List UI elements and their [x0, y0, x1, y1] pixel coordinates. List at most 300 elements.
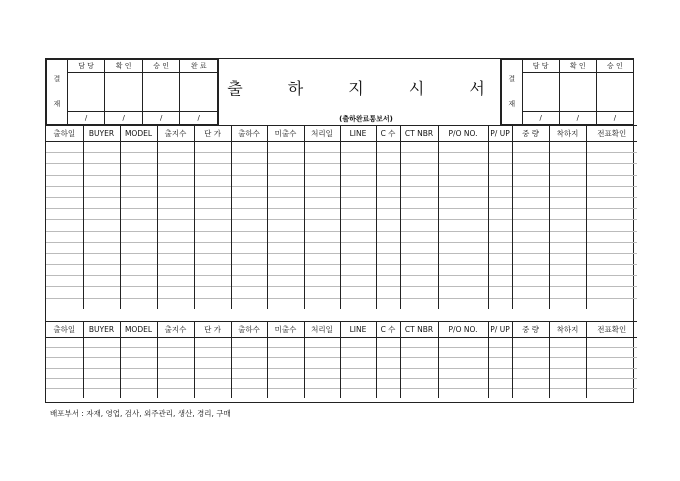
table-cell[interactable]: [549, 231, 586, 242]
table-cell[interactable]: [488, 164, 512, 175]
table-cell[interactable]: [157, 231, 194, 242]
table-cell[interactable]: [83, 220, 120, 231]
table-cell[interactable]: [46, 220, 83, 231]
table-cell[interactable]: [340, 358, 376, 368]
table-cell[interactable]: [400, 153, 438, 164]
table-cell[interactable]: [231, 242, 267, 253]
table-cell[interactable]: [438, 220, 488, 231]
table-cell[interactable]: [438, 348, 488, 358]
table-cell[interactable]: [488, 253, 512, 264]
table-cell[interactable]: [194, 338, 231, 348]
table-cell[interactable]: [194, 348, 231, 358]
table-cell[interactable]: [46, 197, 83, 208]
sign-cell[interactable]: [180, 73, 218, 112]
table-cell[interactable]: [83, 231, 120, 242]
table-cell[interactable]: [120, 348, 157, 358]
table-cell[interactable]: [120, 164, 157, 175]
table-cell[interactable]: [120, 378, 157, 388]
table-cell[interactable]: [376, 231, 400, 242]
table-cell[interactable]: [120, 242, 157, 253]
sign-cell[interactable]: [522, 73, 559, 112]
table-cell[interactable]: [46, 348, 83, 358]
table-cell[interactable]: [340, 209, 376, 220]
table-cell[interactable]: [340, 220, 376, 231]
table-cell[interactable]: [231, 153, 267, 164]
table-cell[interactable]: [157, 338, 194, 348]
table-cell[interactable]: [376, 220, 400, 231]
table-cell[interactable]: [83, 348, 120, 358]
table-cell[interactable]: [267, 253, 304, 264]
table-cell[interactable]: [586, 378, 637, 388]
table-cell[interactable]: [438, 231, 488, 242]
table-cell[interactable]: [586, 388, 637, 398]
table-cell[interactable]: [157, 298, 194, 309]
table-cell[interactable]: [340, 265, 376, 276]
table-cell[interactable]: [231, 338, 267, 348]
table-cell[interactable]: [438, 287, 488, 298]
table-cell[interactable]: [83, 253, 120, 264]
table-cell[interactable]: [340, 338, 376, 348]
table-cell[interactable]: [376, 153, 400, 164]
table-cell[interactable]: [231, 265, 267, 276]
table-cell[interactable]: [586, 348, 637, 358]
table-cell[interactable]: [304, 142, 340, 153]
table-cell[interactable]: [340, 242, 376, 253]
table-cell[interactable]: [400, 142, 438, 153]
table-cell[interactable]: [194, 287, 231, 298]
table-cell[interactable]: [267, 242, 304, 253]
table-cell[interactable]: [340, 298, 376, 309]
table-cell[interactable]: [304, 368, 340, 378]
date-cell[interactable]: /: [180, 112, 218, 125]
table-cell[interactable]: [304, 253, 340, 264]
table-cell[interactable]: [549, 175, 586, 186]
table-cell[interactable]: [46, 253, 83, 264]
table-cell[interactable]: [340, 287, 376, 298]
table-cell[interactable]: [400, 231, 438, 242]
table-cell[interactable]: [157, 220, 194, 231]
table-cell[interactable]: [400, 388, 438, 398]
table-cell[interactable]: [83, 186, 120, 197]
table-cell[interactable]: [400, 209, 438, 220]
table-cell[interactable]: [488, 197, 512, 208]
table-cell[interactable]: [340, 231, 376, 242]
table-cell[interactable]: [83, 164, 120, 175]
table-cell[interactable]: [304, 298, 340, 309]
table-cell[interactable]: [194, 175, 231, 186]
table-cell[interactable]: [267, 338, 304, 348]
table-cell[interactable]: [83, 142, 120, 153]
table-cell[interactable]: [304, 153, 340, 164]
table-cell[interactable]: [83, 276, 120, 287]
table-cell[interactable]: [438, 358, 488, 368]
table-cell[interactable]: [304, 164, 340, 175]
table-cell[interactable]: [267, 276, 304, 287]
table-cell[interactable]: [512, 164, 549, 175]
table-cell[interactable]: [549, 209, 586, 220]
table-cell[interactable]: [549, 348, 586, 358]
table-cell[interactable]: [340, 197, 376, 208]
table-cell[interactable]: [157, 142, 194, 153]
date-cell[interactable]: /: [67, 112, 105, 125]
table-cell[interactable]: [512, 378, 549, 388]
table-cell[interactable]: [438, 378, 488, 388]
table-cell[interactable]: [83, 209, 120, 220]
table-cell[interactable]: [231, 276, 267, 287]
table-cell[interactable]: [157, 175, 194, 186]
table-cell[interactable]: [267, 186, 304, 197]
table-cell[interactable]: [512, 388, 549, 398]
table-cell[interactable]: [512, 348, 549, 358]
table-cell[interactable]: [376, 378, 400, 388]
table-cell[interactable]: [46, 388, 83, 398]
table-cell[interactable]: [488, 231, 512, 242]
table-cell[interactable]: [340, 175, 376, 186]
table-cell[interactable]: [304, 338, 340, 348]
table-cell[interactable]: [340, 348, 376, 358]
sign-cell[interactable]: [105, 73, 143, 112]
table-cell[interactable]: [586, 338, 637, 348]
table-cell[interactable]: [46, 358, 83, 368]
sign-cell[interactable]: [596, 73, 633, 112]
date-cell[interactable]: /: [522, 112, 559, 125]
table-cell[interactable]: [438, 186, 488, 197]
table-cell[interactable]: [400, 358, 438, 368]
table-cell[interactable]: [304, 231, 340, 242]
table-cell[interactable]: [488, 298, 512, 309]
table-cell[interactable]: [157, 368, 194, 378]
table-cell[interactable]: [304, 265, 340, 276]
table-cell[interactable]: [231, 142, 267, 153]
table-cell[interactable]: [83, 175, 120, 186]
table-cell[interactable]: [157, 358, 194, 368]
table-cell[interactable]: [157, 242, 194, 253]
table-cell[interactable]: [304, 220, 340, 231]
table-cell[interactable]: [194, 231, 231, 242]
table-cell[interactable]: [586, 358, 637, 368]
table-cell[interactable]: [488, 186, 512, 197]
table-cell[interactable]: [488, 153, 512, 164]
table-cell[interactable]: [231, 287, 267, 298]
table-cell[interactable]: [376, 368, 400, 378]
table-cell[interactable]: [512, 197, 549, 208]
table-cell[interactable]: [586, 175, 637, 186]
table-cell[interactable]: [488, 358, 512, 368]
table-cell[interactable]: [512, 253, 549, 264]
table-cell[interactable]: [120, 197, 157, 208]
table-cell[interactable]: [120, 298, 157, 309]
table-cell[interactable]: [400, 378, 438, 388]
table-cell[interactable]: [376, 197, 400, 208]
table-cell[interactable]: [83, 265, 120, 276]
table-cell[interactable]: [194, 298, 231, 309]
table-cell[interactable]: [157, 186, 194, 197]
table-cell[interactable]: [231, 231, 267, 242]
table-cell[interactable]: [549, 358, 586, 368]
table-cell[interactable]: [512, 265, 549, 276]
table-cell[interactable]: [194, 253, 231, 264]
table-cell[interactable]: [267, 142, 304, 153]
table-cell[interactable]: [120, 388, 157, 398]
table-cell[interactable]: [376, 242, 400, 253]
table-cell[interactable]: [231, 197, 267, 208]
table-cell[interactable]: [157, 197, 194, 208]
table-cell[interactable]: [157, 348, 194, 358]
table-cell[interactable]: [83, 358, 120, 368]
table-cell[interactable]: [120, 153, 157, 164]
table-cell[interactable]: [376, 358, 400, 368]
table-cell[interactable]: [157, 265, 194, 276]
table-cell[interactable]: [586, 231, 637, 242]
table-cell[interactable]: [46, 231, 83, 242]
table-cell[interactable]: [376, 253, 400, 264]
table-cell[interactable]: [304, 175, 340, 186]
table-cell[interactable]: [340, 186, 376, 197]
date-cell[interactable]: /: [105, 112, 143, 125]
table-cell[interactable]: [512, 368, 549, 378]
sign-cell[interactable]: [559, 73, 596, 112]
table-cell[interactable]: [586, 265, 637, 276]
table-cell[interactable]: [304, 186, 340, 197]
table-cell[interactable]: [400, 164, 438, 175]
table-cell[interactable]: [488, 265, 512, 276]
table-cell[interactable]: [194, 164, 231, 175]
table-cell[interactable]: [340, 253, 376, 264]
table-cell[interactable]: [267, 265, 304, 276]
table-cell[interactable]: [304, 348, 340, 358]
table-cell[interactable]: [438, 388, 488, 398]
table-cell[interactable]: [586, 220, 637, 231]
table-cell[interactable]: [438, 338, 488, 348]
table-cell[interactable]: [376, 276, 400, 287]
table-cell[interactable]: [438, 298, 488, 309]
table-cell[interactable]: [157, 276, 194, 287]
table-cell[interactable]: [267, 378, 304, 388]
table-cell[interactable]: [512, 186, 549, 197]
table-cell[interactable]: [400, 287, 438, 298]
table-cell[interactable]: [46, 298, 83, 309]
table-cell[interactable]: [512, 338, 549, 348]
table-cell[interactable]: [549, 197, 586, 208]
table-cell[interactable]: [83, 338, 120, 348]
table-cell[interactable]: [157, 253, 194, 264]
table-cell[interactable]: [157, 164, 194, 175]
table-cell[interactable]: [400, 186, 438, 197]
table-cell[interactable]: [157, 388, 194, 398]
table-cell[interactable]: [83, 287, 120, 298]
table-cell[interactable]: [267, 287, 304, 298]
table-cell[interactable]: [267, 368, 304, 378]
table-cell[interactable]: [400, 242, 438, 253]
table-cell[interactable]: [586, 209, 637, 220]
table-cell[interactable]: [376, 265, 400, 276]
table-cell[interactable]: [488, 348, 512, 358]
table-cell[interactable]: [586, 164, 637, 175]
table-cell[interactable]: [83, 153, 120, 164]
table-cell[interactable]: [376, 348, 400, 358]
table-cell[interactable]: [120, 175, 157, 186]
table-cell[interactable]: [83, 197, 120, 208]
table-cell[interactable]: [549, 253, 586, 264]
table-cell[interactable]: [400, 253, 438, 264]
table-cell[interactable]: [120, 231, 157, 242]
table-cell[interactable]: [267, 298, 304, 309]
table-cell[interactable]: [512, 142, 549, 153]
table-cell[interactable]: [376, 186, 400, 197]
table-cell[interactable]: [488, 388, 512, 398]
table-cell[interactable]: [120, 338, 157, 348]
table-cell[interactable]: [488, 368, 512, 378]
table-cell[interactable]: [46, 175, 83, 186]
table-cell[interactable]: [46, 153, 83, 164]
table-cell[interactable]: [231, 220, 267, 231]
table-cell[interactable]: [438, 197, 488, 208]
table-cell[interactable]: [586, 368, 637, 378]
table-cell[interactable]: [157, 153, 194, 164]
table-cell[interactable]: [46, 378, 83, 388]
table-cell[interactable]: [46, 242, 83, 253]
table-cell[interactable]: [231, 348, 267, 358]
table-cell[interactable]: [267, 231, 304, 242]
table-cell[interactable]: [438, 276, 488, 287]
table-cell[interactable]: [267, 209, 304, 220]
table-cell[interactable]: [231, 298, 267, 309]
table-cell[interactable]: [194, 186, 231, 197]
table-cell[interactable]: [157, 378, 194, 388]
table-cell[interactable]: [400, 276, 438, 287]
table-cell[interactable]: [512, 153, 549, 164]
table-cell[interactable]: [120, 253, 157, 264]
table-cell[interactable]: [157, 209, 194, 220]
table-cell[interactable]: [488, 378, 512, 388]
table-cell[interactable]: [46, 209, 83, 220]
table-cell[interactable]: [83, 378, 120, 388]
table-cell[interactable]: [512, 220, 549, 231]
table-cell[interactable]: [340, 368, 376, 378]
table-cell[interactable]: [267, 197, 304, 208]
table-cell[interactable]: [120, 368, 157, 378]
table-cell[interactable]: [488, 220, 512, 231]
table-cell[interactable]: [400, 338, 438, 348]
table-cell[interactable]: [488, 209, 512, 220]
table-cell[interactable]: [304, 197, 340, 208]
table-cell[interactable]: [46, 276, 83, 287]
table-cell[interactable]: [376, 142, 400, 153]
table-cell[interactable]: [83, 388, 120, 398]
table-cell[interactable]: [194, 358, 231, 368]
table-cell[interactable]: [488, 175, 512, 186]
table-cell[interactable]: [438, 164, 488, 175]
table-cell[interactable]: [194, 153, 231, 164]
table-cell[interactable]: [586, 153, 637, 164]
date-cell[interactable]: /: [142, 112, 180, 125]
table-cell[interactable]: [549, 338, 586, 348]
table-cell[interactable]: [83, 368, 120, 378]
table-cell[interactable]: [267, 388, 304, 398]
table-cell[interactable]: [231, 358, 267, 368]
table-cell[interactable]: [304, 388, 340, 398]
table-cell[interactable]: [586, 197, 637, 208]
date-cell[interactable]: /: [596, 112, 633, 125]
table-cell[interactable]: [340, 388, 376, 398]
table-cell[interactable]: [340, 153, 376, 164]
table-cell[interactable]: [267, 358, 304, 368]
table-cell[interactable]: [400, 197, 438, 208]
table-cell[interactable]: [120, 186, 157, 197]
table-cell[interactable]: [586, 298, 637, 309]
table-cell[interactable]: [488, 242, 512, 253]
table-cell[interactable]: [46, 338, 83, 348]
sign-cell[interactable]: [67, 73, 105, 112]
table-cell[interactable]: [438, 253, 488, 264]
table-cell[interactable]: [46, 186, 83, 197]
table-cell[interactable]: [512, 298, 549, 309]
table-cell[interactable]: [231, 209, 267, 220]
table-cell[interactable]: [120, 265, 157, 276]
table-cell[interactable]: [194, 378, 231, 388]
table-cell[interactable]: [267, 220, 304, 231]
table-cell[interactable]: [194, 388, 231, 398]
table-cell[interactable]: [512, 209, 549, 220]
table-cell[interactable]: [586, 287, 637, 298]
table-cell[interactable]: [46, 164, 83, 175]
table-cell[interactable]: [549, 153, 586, 164]
table-cell[interactable]: [231, 186, 267, 197]
table-cell[interactable]: [488, 142, 512, 153]
table-cell[interactable]: [549, 220, 586, 231]
table-cell[interactable]: [400, 298, 438, 309]
table-cell[interactable]: [400, 265, 438, 276]
table-cell[interactable]: [120, 358, 157, 368]
table-cell[interactable]: [46, 142, 83, 153]
table-cell[interactable]: [376, 175, 400, 186]
table-cell[interactable]: [194, 209, 231, 220]
table-cell[interactable]: [488, 287, 512, 298]
table-cell[interactable]: [488, 276, 512, 287]
table-cell[interactable]: [586, 142, 637, 153]
table-cell[interactable]: [376, 338, 400, 348]
table-cell[interactable]: [46, 368, 83, 378]
table-cell[interactable]: [267, 153, 304, 164]
table-cell[interactable]: [549, 368, 586, 378]
table-cell[interactable]: [400, 220, 438, 231]
table-cell[interactable]: [120, 142, 157, 153]
date-cell[interactable]: /: [559, 112, 596, 125]
table-cell[interactable]: [376, 287, 400, 298]
table-cell[interactable]: [549, 378, 586, 388]
table-cell[interactable]: [304, 209, 340, 220]
table-cell[interactable]: [157, 287, 194, 298]
table-cell[interactable]: [586, 253, 637, 264]
table-cell[interactable]: [549, 242, 586, 253]
table-cell[interactable]: [438, 153, 488, 164]
table-cell[interactable]: [267, 175, 304, 186]
table-cell[interactable]: [512, 231, 549, 242]
table-cell[interactable]: [194, 142, 231, 153]
table-cell[interactable]: [549, 287, 586, 298]
table-cell[interactable]: [549, 388, 586, 398]
table-cell[interactable]: [231, 253, 267, 264]
table-cell[interactable]: [400, 368, 438, 378]
table-cell[interactable]: [438, 265, 488, 276]
table-cell[interactable]: [304, 276, 340, 287]
table-cell[interactable]: [400, 348, 438, 358]
table-cell[interactable]: [340, 276, 376, 287]
table-cell[interactable]: [231, 164, 267, 175]
table-cell[interactable]: [194, 242, 231, 253]
table-cell[interactable]: [231, 175, 267, 186]
table-cell[interactable]: [120, 287, 157, 298]
